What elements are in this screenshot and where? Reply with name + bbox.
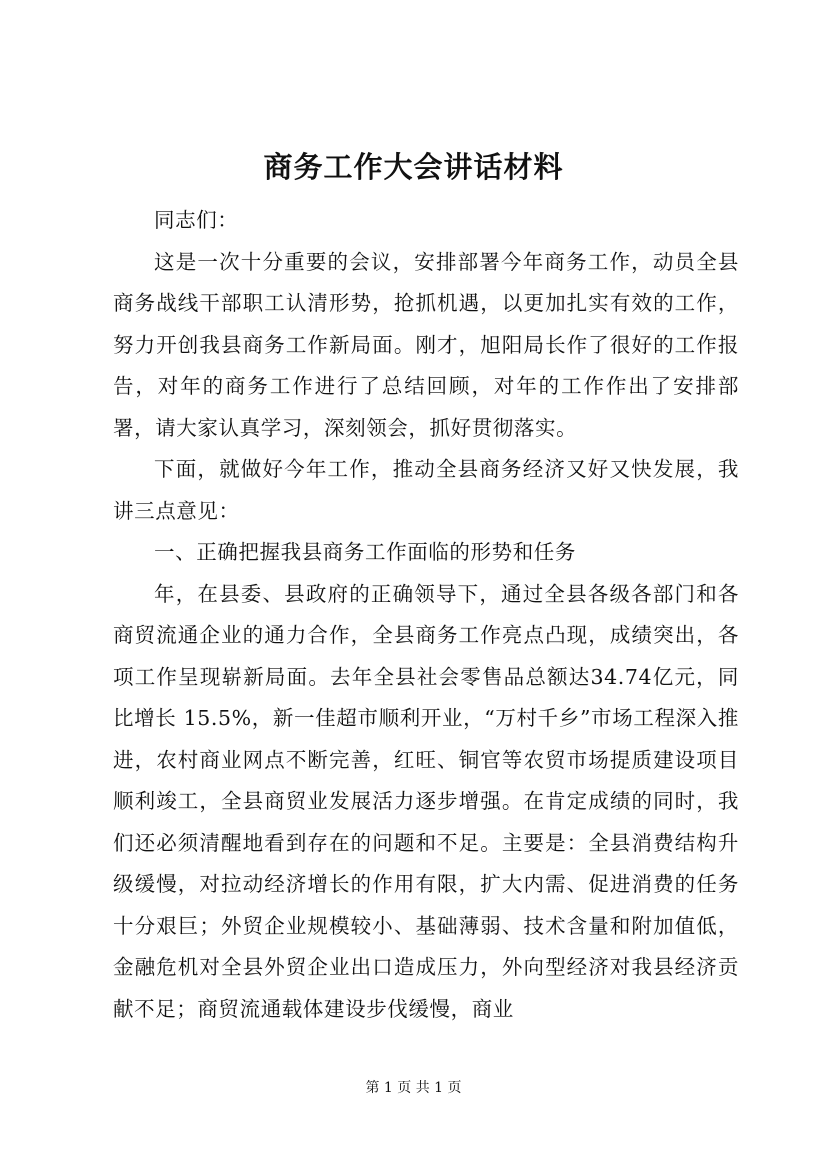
opinions-paragraph: 下面，就做好今年工作，推动全县商务经济又好又快发展，我讲三点意见： bbox=[113, 457, 739, 523]
situation-paragraph: 年，在县委、县政府的正确领导下，通过全县各级各部门和各商贸流通企业的通力合作，全县商务工作亮点凸现，成绩突出，各项工作呈现崭新局面。去年全县社会零售品总额达34.74亿元，同比增长 15.5%，新一佳超市顺利开业，“万村千乡”市场工程深入推进，农村商业网点不断完善，红旺、铜官等农贸市场提质建设项目顺利竣工，全县商贸业发展活力逐步增强。在肯定成绩的同时，我们还必须清醒地看到存在的问题和不足。主要是：全县消费结构升级缓慢，对拉动经济增长的作用有限，扩大内需、促进消费的任务十分艰巨；外贸企业规模较小、基础薄弱、技术含量和附加值低，金融危机对全县外贸企业出口造成压力，外向型经济对我县经济贡献不足；商贸流通载体建设步伐缓慢，商业 bbox=[113, 581, 739, 1021]
intro-paragraph: 这是一次十分重要的会议，安排部署今年商务工作，动员全县商务战线干部职工认清形势，抢抓机遇，以更加扎实有效的工作，努力开创我县商务工作新局面。刚才，旭阳局长作了很好的工作报告，对年的商务工作进行了总结回顾，对年的工作作出了安排部署，请大家认真学习，深刻领会，抓好贯彻落实。 bbox=[113, 249, 739, 440]
document-title: 商务工作大会讲话材料 bbox=[263, 150, 564, 184]
salutation-paragraph: 同志们： bbox=[154, 208, 239, 232]
page-footer: 第 1 页 共 1 页 bbox=[365, 1080, 462, 1096]
document-body bbox=[113, 200, 739, 1030]
section-heading: 一、正确把握我县商务工作面临的形势和任务 bbox=[154, 540, 576, 564]
